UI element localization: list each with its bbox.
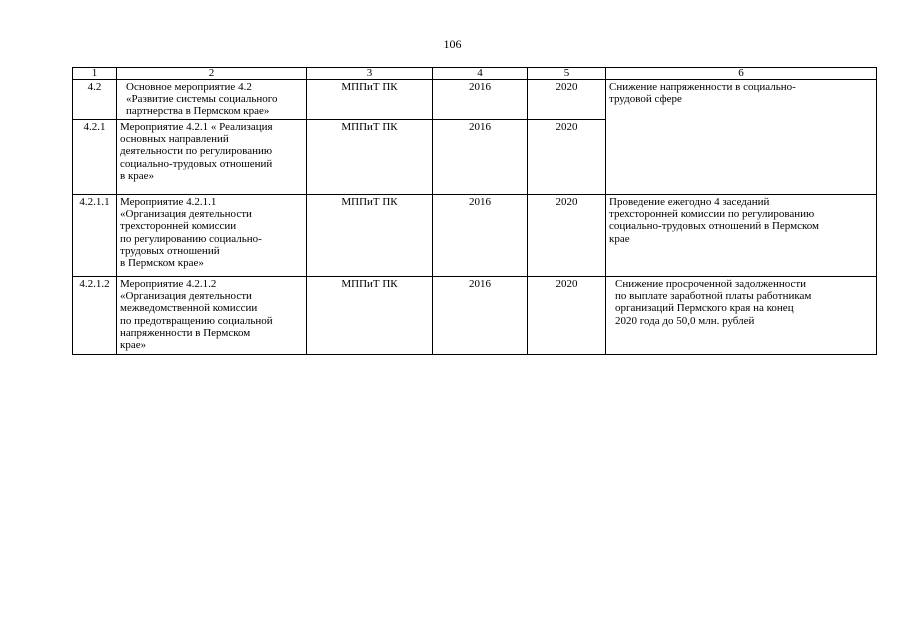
start-year: 2016 — [433, 80, 528, 120]
start-year: 2016 — [433, 195, 528, 277]
row-number: 4.2.1 — [73, 120, 117, 195]
table-row — [73, 80, 877, 120]
column-header: 1 — [73, 68, 117, 80]
column-number-row — [73, 68, 877, 80]
activities-table — [72, 67, 877, 355]
column-header: 4 — [433, 68, 528, 80]
executor: МППиТ ПК — [307, 120, 433, 195]
executor: МППиТ ПК — [307, 80, 433, 120]
activity-name: Мероприятие 4.2.1.2 «Организация деятельности межведомственной комиссии по предотвращению социальной напряженности в Пермском крае» — [117, 277, 307, 355]
column-header: 6 — [606, 68, 877, 80]
start-year: 2016 — [433, 120, 528, 195]
end-year: 2020 — [528, 277, 606, 355]
table-row — [73, 195, 877, 277]
executor: МППиТ ПК — [307, 195, 433, 277]
row-number: 4.2.1.1 — [73, 195, 117, 277]
expected-result: Проведение ежегодно 4 заседаний трехсторонней комиссии по регулированию социально-трудовых отношений в Пермском крае — [606, 195, 877, 277]
end-year: 2020 — [528, 195, 606, 277]
expected-result: Снижение просроченной задолженности по выплате заработной платы работникам организаций Пермского края на конец 2020 года до 50,0 млн. рублей — [606, 277, 877, 355]
end-year: 2020 — [528, 80, 606, 120]
column-header: 2 — [117, 68, 307, 80]
row-number: 4.2.1.2 — [73, 277, 117, 355]
row-number: 4.2 — [73, 80, 117, 120]
activity-name: Мероприятие 4.2.1.1 «Организация деятельности трехсторонней комиссии по регулированию социально- трудовых отношений в Пермском крае» — [117, 195, 307, 277]
executor: МППиТ ПК — [307, 277, 433, 355]
column-header: 5 — [528, 68, 606, 80]
column-header: 3 — [307, 68, 433, 80]
activity-name: Основное мероприятие 4.2 «Развитие системы социального партнерства в Пермском крае» — [117, 80, 307, 120]
end-year: 2020 — [528, 120, 606, 195]
activity-name: Мероприятие 4.2.1 « Реализация основных направлений деятельности по регулированию социально-трудовых отношений в крае» — [117, 120, 307, 195]
start-year: 2016 — [433, 277, 528, 355]
expected-result: Снижение напряженности в социально- трудовой сфере — [606, 80, 877, 195]
table-row — [73, 277, 877, 355]
page-number: 106 — [443, 37, 462, 51]
